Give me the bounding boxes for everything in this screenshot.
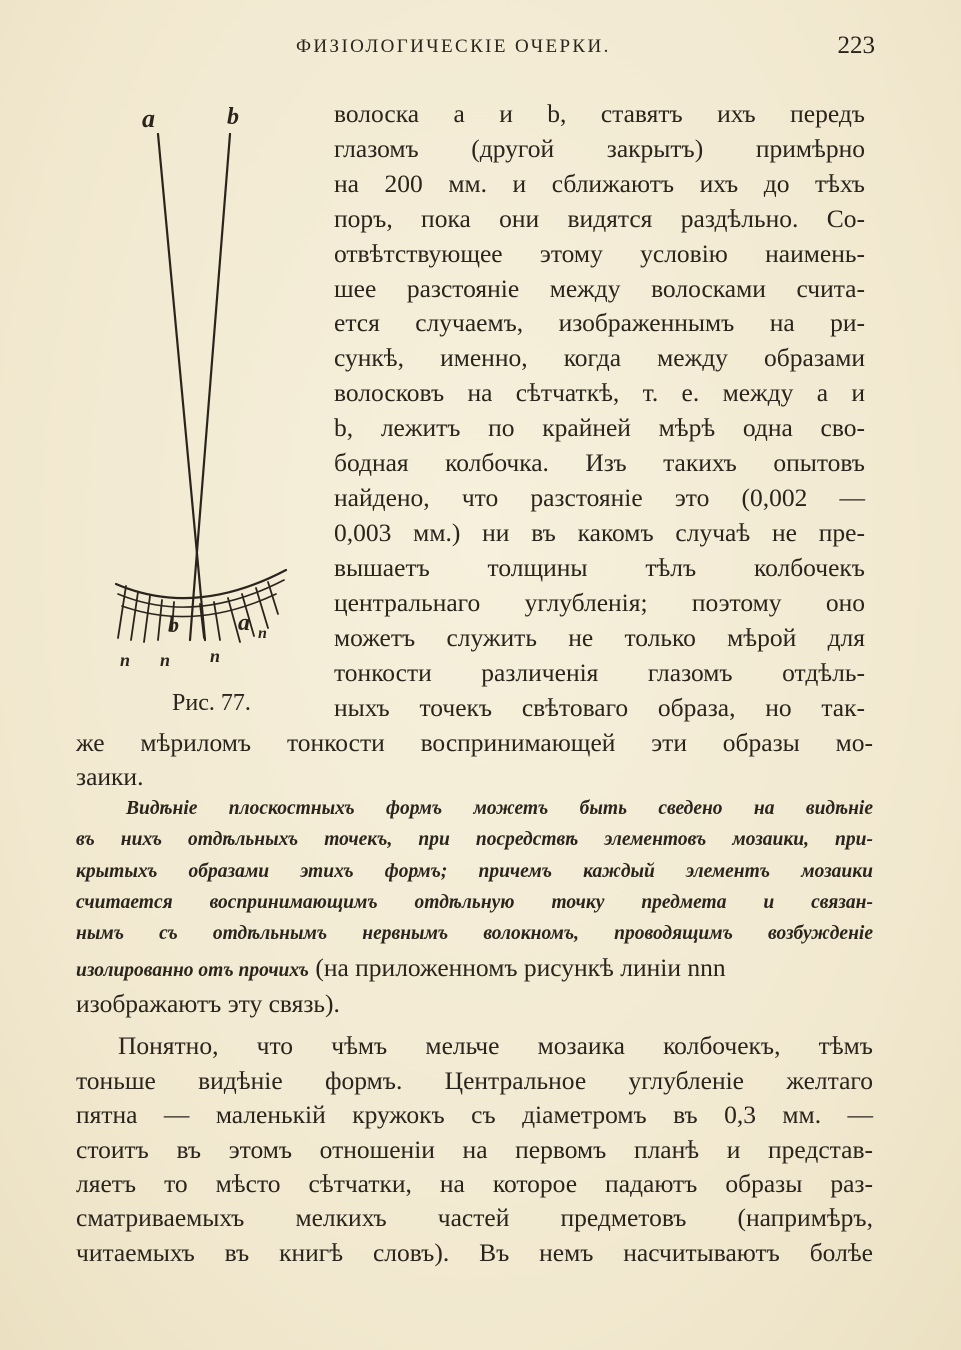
side-line: найдено, что разстоянiе это (0,002 — — [334, 483, 865, 512]
figure-caption: Рис. 77. — [172, 690, 251, 716]
label-b-top: b — [227, 104, 239, 130]
label-a-mid: a — [238, 610, 250, 636]
side-line: волоска a и b, ставятъ ихъ передъ — [334, 99, 865, 128]
page-header — [0, 32, 961, 66]
para-line: ляетъ то мѣсто сѣтчатки, на которое падаютъ образы раз- — [76, 1169, 873, 1198]
side-line: глазомъ (другой закрытъ) примѣрно — [334, 134, 865, 163]
side-line: шее разстоянiе между волосками счита- — [334, 274, 865, 303]
label-n-2: n — [160, 650, 171, 670]
side-line: ется случаемъ, изображеннымъ на ри- — [334, 308, 865, 337]
side-line: центральнаго углубленiя; поэтому оно — [334, 588, 865, 617]
body-line: заики. — [76, 762, 144, 791]
italic-line-mixed — [76, 952, 873, 983]
retina-diagram — [100, 100, 300, 680]
side-line: волосковъ на сѣтчаткѣ, т. е. между a и — [334, 378, 865, 407]
side-line: на 200 мм. и сближаютъ ихъ до тѣхъ — [334, 169, 865, 198]
label-a-top: a — [142, 104, 155, 133]
side-line: отвѣтствующее этому условiю наимень- — [334, 239, 865, 268]
plain-fragment: (на приложенномъ рисункѣ линiи nnn — [308, 953, 726, 982]
side-line: ныхъ точекъ свѣтоваго образа, но так- — [334, 693, 865, 722]
italic-line: считается воспринимающимъ отдѣльную точку предмета и связан- — [76, 892, 873, 913]
italic-line: крытыхъ образами этихъ формъ; причемъ каждый элементъ мозаики — [76, 861, 873, 882]
italic-line: нымъ съ отдѣльнымъ нервнымъ волокномъ, проводящимъ возбужденiе — [76, 923, 873, 944]
side-line: бодная колбочка. Изъ такихъ опытовъ — [334, 448, 865, 477]
side-line: можетъ служить не только мѣрой для — [334, 623, 865, 652]
side-line: тонкости различенiя глазомъ отдѣль- — [334, 658, 865, 687]
page-number: 223 — [837, 32, 875, 59]
para-line: сматриваемыхъ мелкихъ частей предметовъ (напримѣръ, — [76, 1203, 873, 1232]
para-line: читаемыхъ въ книгѣ словъ). Въ немъ насчитываютъ болѣе — [76, 1238, 873, 1267]
side-line: b, лежитъ по крайней мѣрѣ одна сво- — [334, 413, 865, 442]
closing-line: изображаютъ эту связь). — [76, 989, 340, 1018]
side-line: поръ, пока они видятся раздѣльно. Со- — [334, 204, 865, 233]
figure-77 — [100, 100, 300, 730]
italic-line: въ нихъ отдѣльныхъ точекъ, при посредствѣ элементовъ мозаики, при- — [76, 829, 873, 850]
running-title: ФИЗIОЛОГИЧЕСКIЕ ОЧЕРКИ. — [296, 36, 611, 57]
para-line: тоньше видѣнiе формъ. Центральное углубленiе желтаго — [76, 1066, 873, 1095]
side-line: сункѣ, именно, когда между образами — [334, 343, 865, 372]
ray-a — [158, 134, 205, 640]
italic-fragment: изолированно отъ прочихъ — [76, 960, 309, 981]
body-line: же мѣриломъ тонкости воспринимающей эти образы мо- — [76, 728, 873, 757]
italic-line: Видѣнiе плоскостныхъ формъ можетъ быть сведено на видѣнiе — [126, 798, 873, 819]
ray-b — [190, 134, 230, 640]
para-line: пятна — маленькiй кружокъ съ дiаметромъ въ 0,3 мм. — — [76, 1100, 873, 1129]
side-line: 0,003 мм.) ни въ какомъ случаѣ не пре- — [334, 518, 865, 547]
label-n-3: n — [210, 646, 221, 666]
label-n-right: n — [258, 625, 267, 642]
para-line: стоитъ въ этомъ отношенiи на первомъ планѣ и представ- — [76, 1135, 873, 1164]
label-b-mid: b — [168, 612, 179, 637]
side-line: вышаетъ толщины тѣлъ колбочекъ — [334, 553, 865, 582]
para-line: Понятно, что чѣмъ мельче мозаика колбочекъ, тѣмъ — [118, 1031, 873, 1060]
label-n-1: n — [120, 650, 131, 670]
